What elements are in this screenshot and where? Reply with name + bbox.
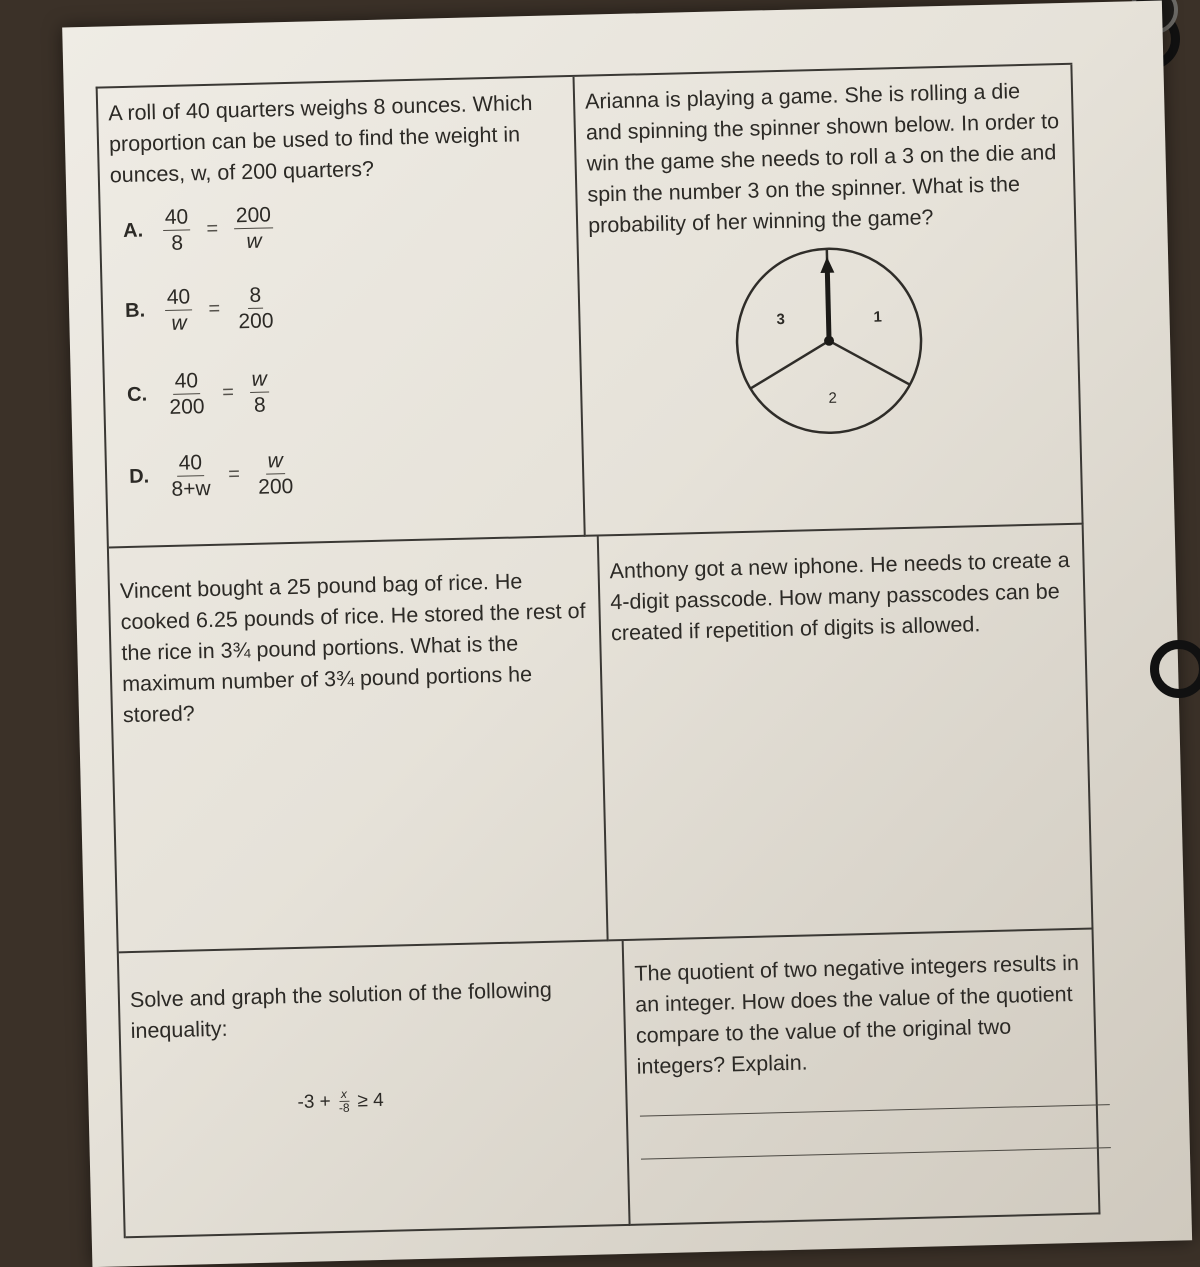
numerator: x (339, 1088, 349, 1102)
worksheet-page (62, 1, 1192, 1267)
option-letter: A. (122, 219, 144, 243)
spinner-problem (575, 65, 1084, 537)
option-c[interactable] (127, 366, 270, 420)
equals-sign: = (208, 297, 221, 320)
denominator: w (171, 311, 187, 335)
passcode-question: Anthony got a new iphone. He needs to create a 4-digit passcode. How many passcodes can be created if repetition of digits is allowed. (609, 547, 1070, 646)
spinner-section-label: 1 (873, 308, 883, 326)
binder-ring-middle (1150, 640, 1200, 698)
right-fraction (236, 282, 276, 334)
option-b[interactable] (124, 282, 275, 337)
denominator: 8 (253, 393, 266, 417)
left-fraction (169, 450, 213, 502)
spinner-section-label: 3 (776, 310, 786, 329)
quotient-problem (624, 930, 1101, 1226)
equals-sign: = (221, 381, 235, 404)
spinner-diagram (727, 238, 932, 443)
option-d[interactable] (129, 448, 296, 503)
denominator: w (246, 229, 262, 253)
denominator: 200 (169, 395, 205, 419)
right-fraction (255, 448, 295, 500)
left-fraction (164, 284, 193, 336)
numerator: w (249, 366, 269, 392)
denominator: 8+w (171, 476, 211, 501)
passcode-problem (599, 525, 1094, 942)
option-letter: B. (124, 299, 146, 322)
numerator: 40 (163, 204, 191, 231)
answer-line[interactable] (641, 1147, 1111, 1159)
spinner-divider-right (829, 339, 910, 387)
equals-sign: = (227, 463, 241, 486)
rice-question: Vincent bought a 25 pound bag of rice. He cooked 6.25 pounds of rice. He stored the rest of the rice in 3¾ pound portions. What is the maximum number of 3¾ pound portions he stored? (119, 569, 586, 728)
equals-sign: = (206, 217, 219, 240)
spinner-section-label: 2 (828, 389, 838, 407)
quotient-question: The quotient of two negative integers results in an integer. How does the value of the quotient compare to the value of the original two integers? Explain. (634, 950, 1080, 1079)
numerator: w (265, 448, 285, 474)
numerator: 200 (234, 202, 274, 229)
denominator: 8 (171, 231, 184, 255)
rice-problem (109, 536, 609, 953)
option-letter: C. (126, 383, 148, 406)
left-fraction (167, 368, 207, 420)
numerator: 40 (172, 368, 200, 395)
numerator: 8 (247, 283, 263, 309)
spinner-divider-left (749, 341, 830, 389)
inequality-fraction (336, 1088, 351, 1115)
proportion-question: A roll of 40 quarters weighs 8 ounces. Which proportion can be used to find the weight in ounces, w, of 200 quarters? (107, 90, 533, 188)
right-fraction (234, 202, 274, 254)
right-fraction (249, 366, 269, 417)
inequality-rhs: ≥ 4 (357, 1089, 384, 1112)
numerator: 40 (164, 284, 192, 311)
left-fraction (163, 204, 192, 256)
spinner-question: Arianna is playing a game. She is rolling a die and spinning the spinner shown below. In order to win the game she needs to roll a 3 on the die and spin the number 3 on the spinner. What is the probability of her winning the game? (584, 79, 1060, 238)
denominator: -8 (338, 1100, 350, 1115)
denominator: 200 (238, 309, 274, 334)
inequality-problem (119, 941, 631, 1238)
answer-line[interactable] (640, 1104, 1110, 1116)
inequality-lhs: -3 + (297, 1090, 332, 1113)
option-letter: D. (128, 465, 150, 488)
inequality-question: Solve and graph the solution of the following inequality: (129, 977, 553, 1044)
spinner-arrow-icon (820, 257, 834, 273)
spinner-arrow-shaft (827, 267, 829, 341)
inequality-expression (297, 1087, 384, 1116)
problem-grid (96, 63, 1101, 1239)
numerator: 40 (176, 450, 204, 477)
option-a[interactable] (123, 202, 274, 257)
proportion-problem (98, 77, 586, 549)
denominator: 200 (257, 474, 294, 499)
